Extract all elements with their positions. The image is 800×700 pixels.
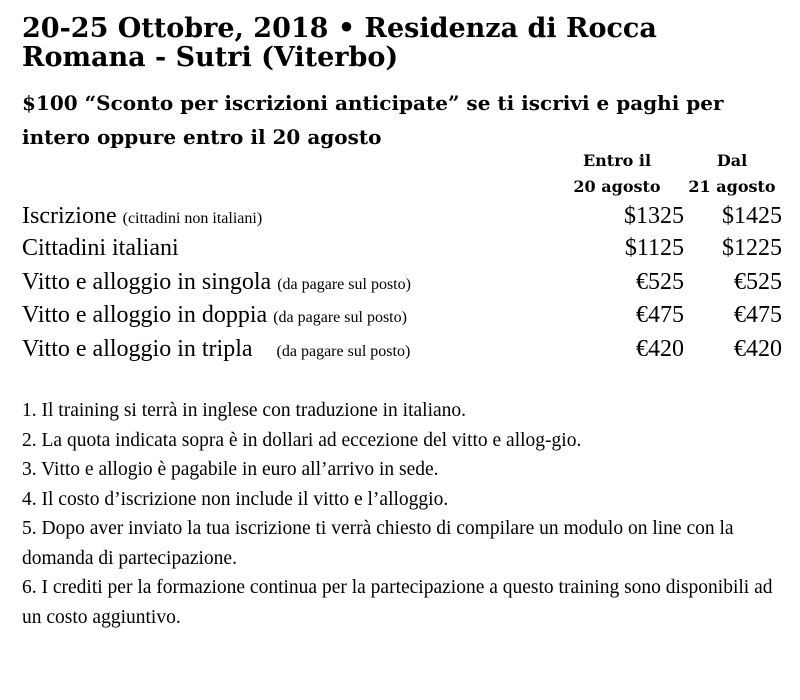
- column-header-late: [677, 148, 787, 200]
- price-row-triple-room: [22, 333, 782, 365]
- note-item: 2. La quota indicata sopra è in dollari ad eccezione del vitto e allog-gio.: [22, 429, 582, 451]
- price-early: €475: [636, 302, 684, 328]
- row-note: (da pagare sul posto): [273, 309, 407, 326]
- price-row-single-room: [22, 266, 782, 298]
- event-title: 20-25 Ottobre, 2018 • Residenza di Rocca Romana - Sutri (Viterbo): [22, 13, 657, 73]
- price-early: €525: [636, 269, 684, 295]
- column-header-early-line2: 20 agosto: [573, 177, 661, 196]
- price-row-label: [22, 333, 410, 368]
- row-note: (cittadini non italiani): [122, 210, 263, 227]
- early-discount-text: $100 “Sconto per iscrizioni anticipate” se ti iscrivi e paghi per intero oppure entro il 20 agosto: [22, 91, 724, 149]
- price-late: $1225: [722, 235, 782, 261]
- price-row-italian-citizens: [22, 232, 782, 264]
- note-item: 6. I crediti per la formazione continua per la partecipazione a questo training sono disponibili ad un costo aggiuntivo.: [22, 577, 773, 628]
- price-late: $1425: [722, 203, 782, 229]
- row-label-text: Cittadini italiani: [22, 235, 179, 261]
- row-note: (da pagare sul posto): [276, 343, 411, 360]
- column-header-late-line2: 21 agosto: [688, 177, 776, 196]
- price-late: €475: [734, 302, 782, 328]
- column-header-early-line1: Entro il: [582, 151, 652, 170]
- row-label-text: Vitto e alloggio in singola: [22, 269, 278, 295]
- price-row-label: [22, 232, 179, 267]
- price-late: €420: [734, 336, 782, 362]
- price-row-label: [22, 266, 411, 301]
- price-early: $1325: [624, 203, 684, 229]
- row-label-text: Iscrizione: [22, 203, 123, 229]
- notes-list: [22, 396, 780, 632]
- price-row-label: [22, 299, 407, 334]
- note-item: 1. Il training si terrà in inglese con traduzione in italiano.: [22, 400, 467, 421]
- row-label-text: Vitto e alloggio in tripla: [22, 336, 277, 362]
- row-note: (da pagare sul posto): [277, 276, 411, 293]
- price-late: €525: [734, 269, 782, 295]
- price-row-registration: [22, 200, 782, 232]
- note-item: 4. Il costo d’iscrizione non include il vitto e l’alloggio.: [22, 488, 449, 510]
- column-header-late-line1: Dal: [716, 151, 748, 170]
- price-row-double-room: [22, 299, 782, 331]
- column-header-early: [562, 148, 672, 200]
- note-item: 5. Dopo aver inviato la tua iscrizione ti verrà chiesto di compilare un modulo on line con la domanda di partecipazione.: [22, 518, 734, 569]
- price-early: $1125: [624, 235, 684, 261]
- price-row-label: [22, 200, 262, 235]
- price-early: €420: [636, 336, 684, 362]
- row-label-text: Vitto e alloggio in doppia: [22, 302, 274, 328]
- note-item: 3. Vitto e allogio è pagabile in euro all’arrivo in sede.: [22, 459, 439, 480]
